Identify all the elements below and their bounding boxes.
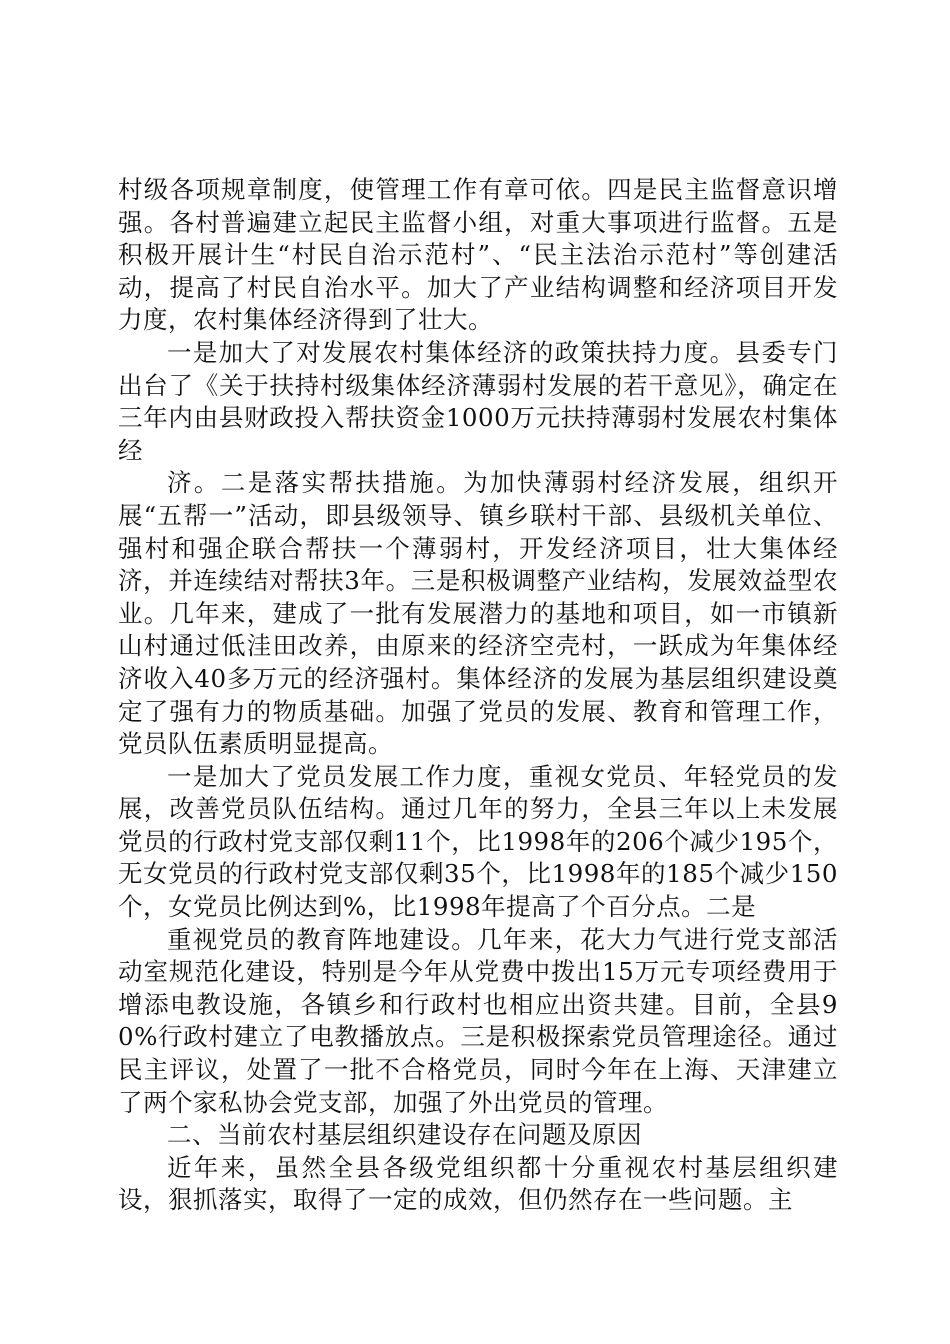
paragraph: 重视党员的教育阵地建设。几年来，花大力气进行党支部活动室规范化建设，特别是今年从党费中拨出15万元专项经费用于增添电教设施，各镇乡和行政村也相应出资共建。目前，全县90%行政村建立了电教播放点。三是积极探索党员管理途径。通过民主评议，处置了一批不合格党员，同时今年在上海、天津建立了两个家私协会党支部，加强了外出党员的管理。	[118, 924, 838, 1117]
paragraph: 一是加大了对发展农村集体经济的政策扶持力度。县委专门出台了《关于扶持村级集体经济薄弱村发展的若干意见》，确定在三年内由县财政投入帮扶资金1000万元扶持薄弱村发展农村集体经	[118, 337, 838, 465]
paragraph: 一是加大了党员发展工作力度，重视女党员、年轻党员的发展，改善党员队伍结构。通过几年的努力，全县三年以上未发展党员的行政村党支部仅剩11个，比1998年的206个减少195个，无女党员的行政村党支部仅剩35个，比1998年的185个减少150个，女党员比例达到%，比1998年提高了个百分点。二是	[118, 761, 838, 922]
paragraph: 近年来，虽然全县各级党组织都十分重视农村基层组织建设，狠抓落实，取得了一定的成效，但仍然存在一些问题。主	[118, 1152, 838, 1215]
document-body	[118, 174, 838, 1217]
paragraph: 济。二是落实帮扶措施。为加快薄弱村经济发展，组织开展“五帮一”活动，即县级领导、镇乡联村干部、县级机关单位、强村和强企联合帮扶一个薄弱村，开发经济项目，壮大集体经济，并连续结对帮扶3年。三是积极调整产业结构，发展效益型农业。几年来，建成了一批有发展潜力的基地和项目，如一市镇新山村通过低洼田改养，由原来的经济空壳村，一跃成为年集体经济收入40多万元的经济强村。集体经济的发展为基层组织建设奠定了强有力的物质基础。加强了党员的发展、教育和管理工作，党员队伍素质明显提高。	[118, 468, 838, 759]
paragraph: 村级各项规章制度，使管理工作有章可依。四是民主监督意识增强。各村普遍建立起民主监督小组，对重大事项进行监督。五是积极开展计生“村民自治示范村”、“民主法治示范村”等创建活动，提高了村民自治水平。加大了产业结构调整和经济项目开发力度，农村集体经济得到了壮大。	[118, 175, 838, 335]
section-heading: 二、当前农村基层组织建设存在问题及原因	[167, 1120, 642, 1150]
